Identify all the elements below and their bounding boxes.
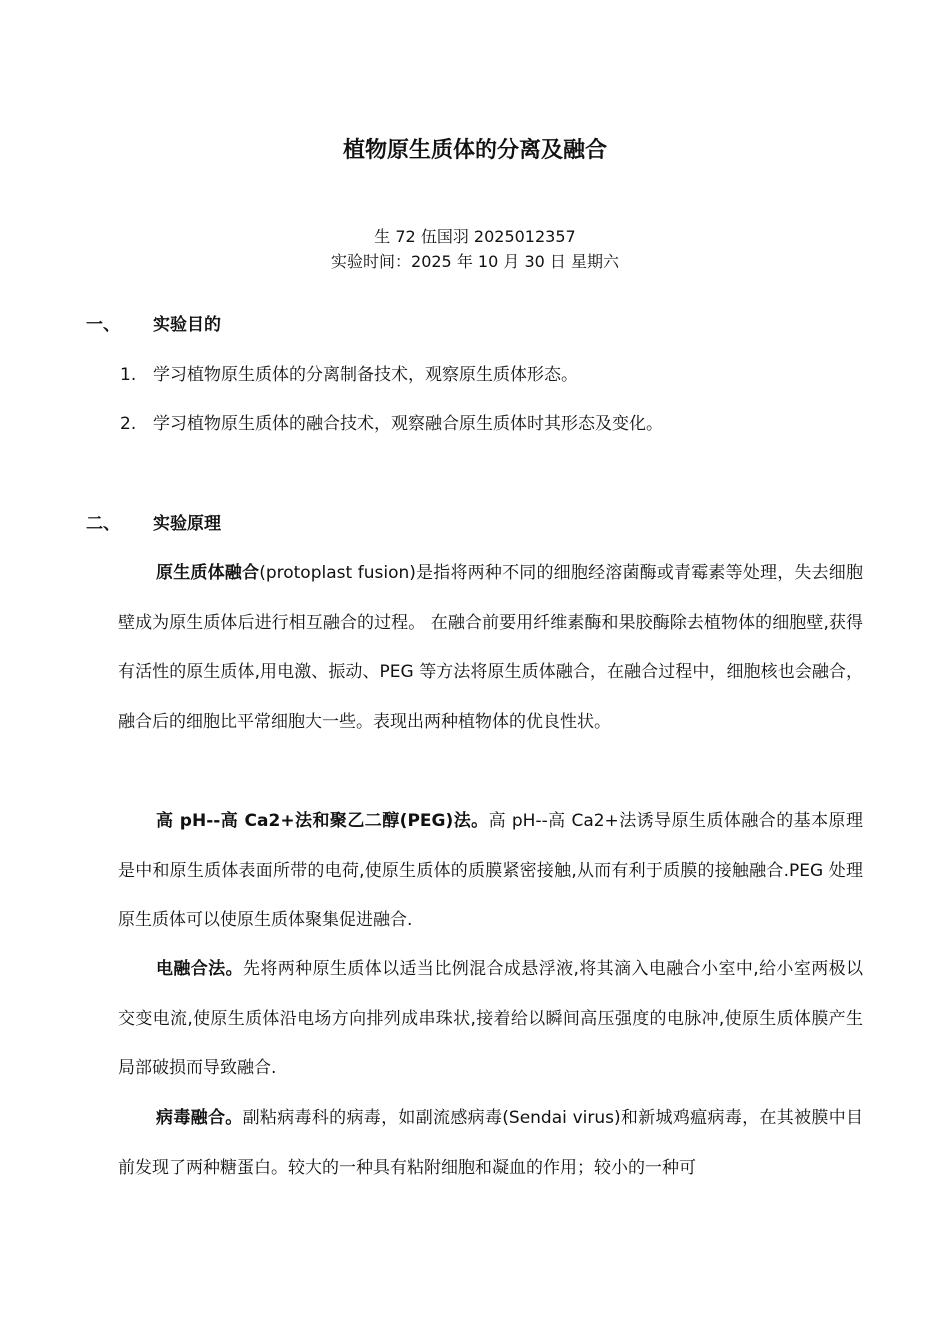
paragraph-text: 副粘病毒科的病毒，如副流感病毒(Sendai virus)和新城鸡瘟病毒，在其被膜中目前发现了两种糖蛋白。较大的一种具有粘附细胞和凝血的作用；较小的一种可 [118,1108,864,1178]
section-title: 实验目的 [153,315,221,335]
paragraph-ph-calcium-peg [118,797,863,946]
experiment-date-line: 实验时间：2025 年 10 月 30 日 星期六 [331,252,619,271]
section-heading-purpose [86,313,221,337]
list-item-text: 学习植物原生质体的分离制备技术，观察原生质体形态。 [153,365,578,385]
paragraph-text: (protoplast fusion)是指将两种不同的细胞经溶菌酶或青霉素等处理，失去细胞壁成为原生质体后进行相互融合的过程。 在融合前要用纤维素酶和果胶酶除去植物体的细胞壁,获得有活性的原生质体,用电激、振动、PEG 等方法将原生质体融合，在融合过程中，细胞核也会融合，融合后的细胞比平常细胞大一些。表现出两种植物体的优良性状。 [118,563,864,732]
section-number: 一、 [86,315,120,335]
paragraph-lead: 原生质体融合 [156,563,260,583]
section-heading-principle [86,512,221,536]
author-line: 生 72 伍国羽 2025012357 [374,227,576,246]
paragraph-protoplast-fusion [118,549,863,747]
paragraph-virus-fusion [118,1094,863,1193]
section-title: 实验原理 [153,514,221,534]
section-number: 二、 [86,514,120,534]
paragraph-electrofusion [118,945,863,1094]
list-item-index: 1. [120,365,137,385]
list-item [120,363,880,387]
paragraph-text: 先将两种原生质体以适当比例混合成悬浮液,将其滴入电融合小室中,给小室两极以交变电流,使原生质体沿电场方向排列成串珠状,接着给以瞬间高压强度的电脉冲,使原生质体膜产生局部破损而导致融合. [118,959,864,1078]
paragraph-lead: 电融合法。 [156,959,243,979]
list-item-text: 学习植物原生质体的融合技术，观察融合原生质体时其形态及变化。 [153,414,663,434]
paragraph-lead: 高 pH--高 Ca2+法和聚乙二醇(PEG)法。 [156,811,489,831]
list-item-index: 2. [120,414,137,434]
paragraph-text: 高 pH--高 Ca2+法诱导原生质体融合的基本原理是中和原生质体表面所带的电荷,使原生质体的质膜紧密接触,从而有利于质膜的接触融合.PEG 处理原生质体可以使原生质体聚集促进融合. [118,811,863,930]
document-title: 植物原生质体的分离及融合 [342,138,607,163]
paragraph-lead: 病毒融合。 [156,1108,243,1128]
list-item [120,412,880,436]
